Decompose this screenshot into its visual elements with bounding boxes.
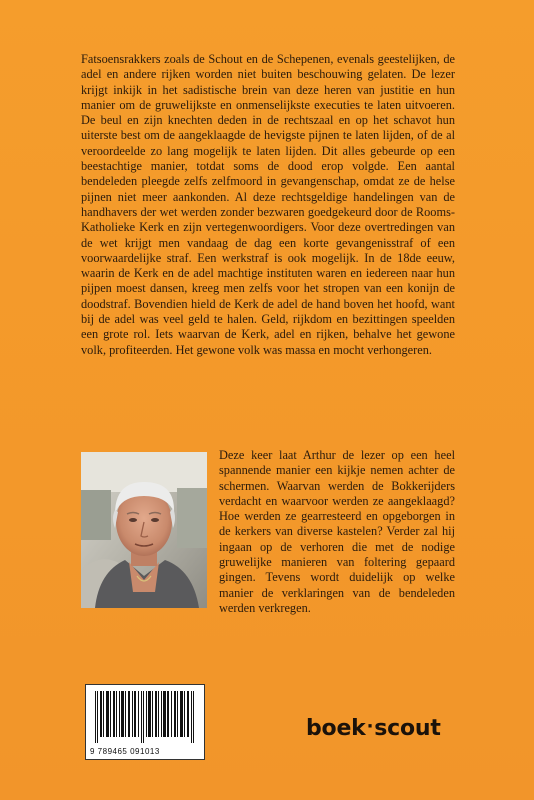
author-portrait-image: [81, 452, 207, 608]
author-blurb: Deze keer laat Arthur de lezer op een heel spannende manier een kijkje nemen achter de schermen. Waarvan werden de Bokkerijders verdacht en waarvoor werden ze aangeklaagd? Hoe werden ze gearresteerd en opgeborgen in de kerkers van diverse kastelen? Verder zal hij ingaan op de verhoren die met de nodige gruwelijke manieren van foltering gepaard gingen. Tevens wordt duidelijk op welke manier de verklaringen van de bendeleden werden verkregen.: [219, 448, 455, 615]
barcode-bars: [95, 691, 197, 743]
publisher-logo: [306, 716, 441, 741]
author-photo: [81, 452, 207, 608]
isbn-barcode: [85, 684, 205, 760]
synopsis-text: Fatsoensrakkers zoals de Schout en de Schepenen, evenals geestelijken, de adel en andere rijken worden niet buiten beschouwing gelaten. De lezer krijgt inkijk in het sadistische brein van deze heren van justitie en hun manier om de gruwelijkste en onmenselijkste executies te laten uitvoeren. De beul en zijn knechten deden in de rechtszaal en op het schavot hun uiterste best om de aangeklaagde de hevigste pijnen te laten lijden, of de al veroordeelde zo lang mogelijk te laten lijden. Dit alles gebeurde op een beestachtige manier, totdat soms de dood erop volgde. Een aantal bendeleden pleegde zelfs zelfmoord in gevangenschap, omdat ze de helse pijnen niet meer aankonden. Al deze rechtsgeldige handelingen van de handhavers der wet werden zonder bezwaren goedgekeurd door de Rooms-Katholieke Kerk en zijn vertegenwoordigers. Voor deze overtredingen van de wet krijgt men vandaag de dag een korte gevangenisstraf of een voorwaardelijke straf. Een werkstraf is ook mogelijk. In de 18de eeuw, waarin de Kerk en de adel machtige instituten waren en iedereen naar hun pijpen moest dansen, kreeg men zelfs voor het stropen van een konijn de doodstraf. Bovendien hield de Kerk de adel de hand boven het hoofd, want bij de adel was veel geld te halen. Geld, rijkdom en bezittingen speelden een grote rol. Iets waarvan de Kerk, adel en rijken, behalve het gewone volk, profiteerden. Het gewone volk was massa en mocht verhongeren.: [81, 52, 455, 357]
isbn-number: 9 789465 091013: [90, 747, 160, 756]
publisher-logo-part1: boek: [306, 716, 366, 741]
publisher-logo-part2: scout: [374, 716, 441, 741]
publisher-logo-separator: ·: [366, 716, 374, 737]
